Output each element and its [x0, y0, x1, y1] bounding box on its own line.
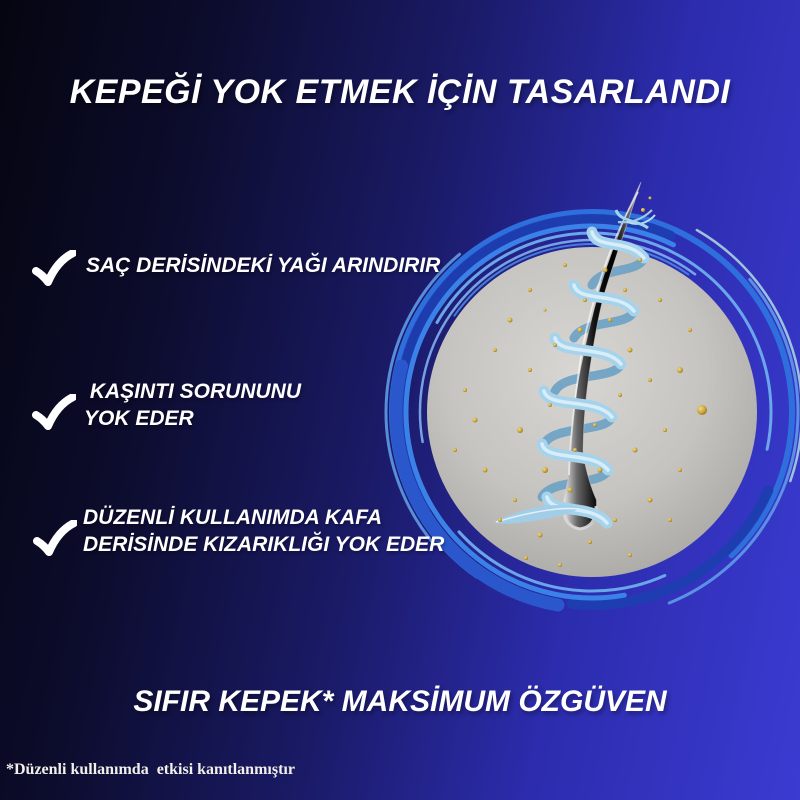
hair-follicle-graphic [380, 170, 800, 630]
benefit-item-3 [33, 506, 445, 558]
check-icon [33, 520, 77, 558]
benefit-item-2 [32, 380, 302, 432]
benefit-line: DERİSİNDE KIZARIKLIĞI YOK EDER [83, 533, 445, 556]
benefit-text-2 [84, 378, 301, 432]
benefit-line: YOK EDER [84, 407, 194, 430]
tagline: SIFIR KEPEK* MAKSİMUM ÖZGÜVEN [133, 685, 667, 718]
benefit-line: KAŞINTI SORUNUNU [84, 380, 302, 403]
benefit-text-1 [86, 252, 440, 279]
benefit-line: DÜZENLİ KULLANIMDA KAFA [83, 506, 383, 529]
check-icon [32, 250, 76, 288]
benefit-line: SAÇ DERİSİNDEKİ YAĞI ARINDIRIR [86, 254, 441, 277]
benefit-item-1 [32, 250, 440, 288]
hair-follicle-illustration [380, 170, 800, 630]
headline: KEPEĞİ YOK ETMEK İÇİN TASARLANDI [69, 73, 731, 111]
check-icon [32, 394, 76, 432]
footnote: *Düzenli kullanımda etkisi kanıtlanmıştır [6, 761, 295, 778]
benefit-text-3 [83, 504, 444, 558]
